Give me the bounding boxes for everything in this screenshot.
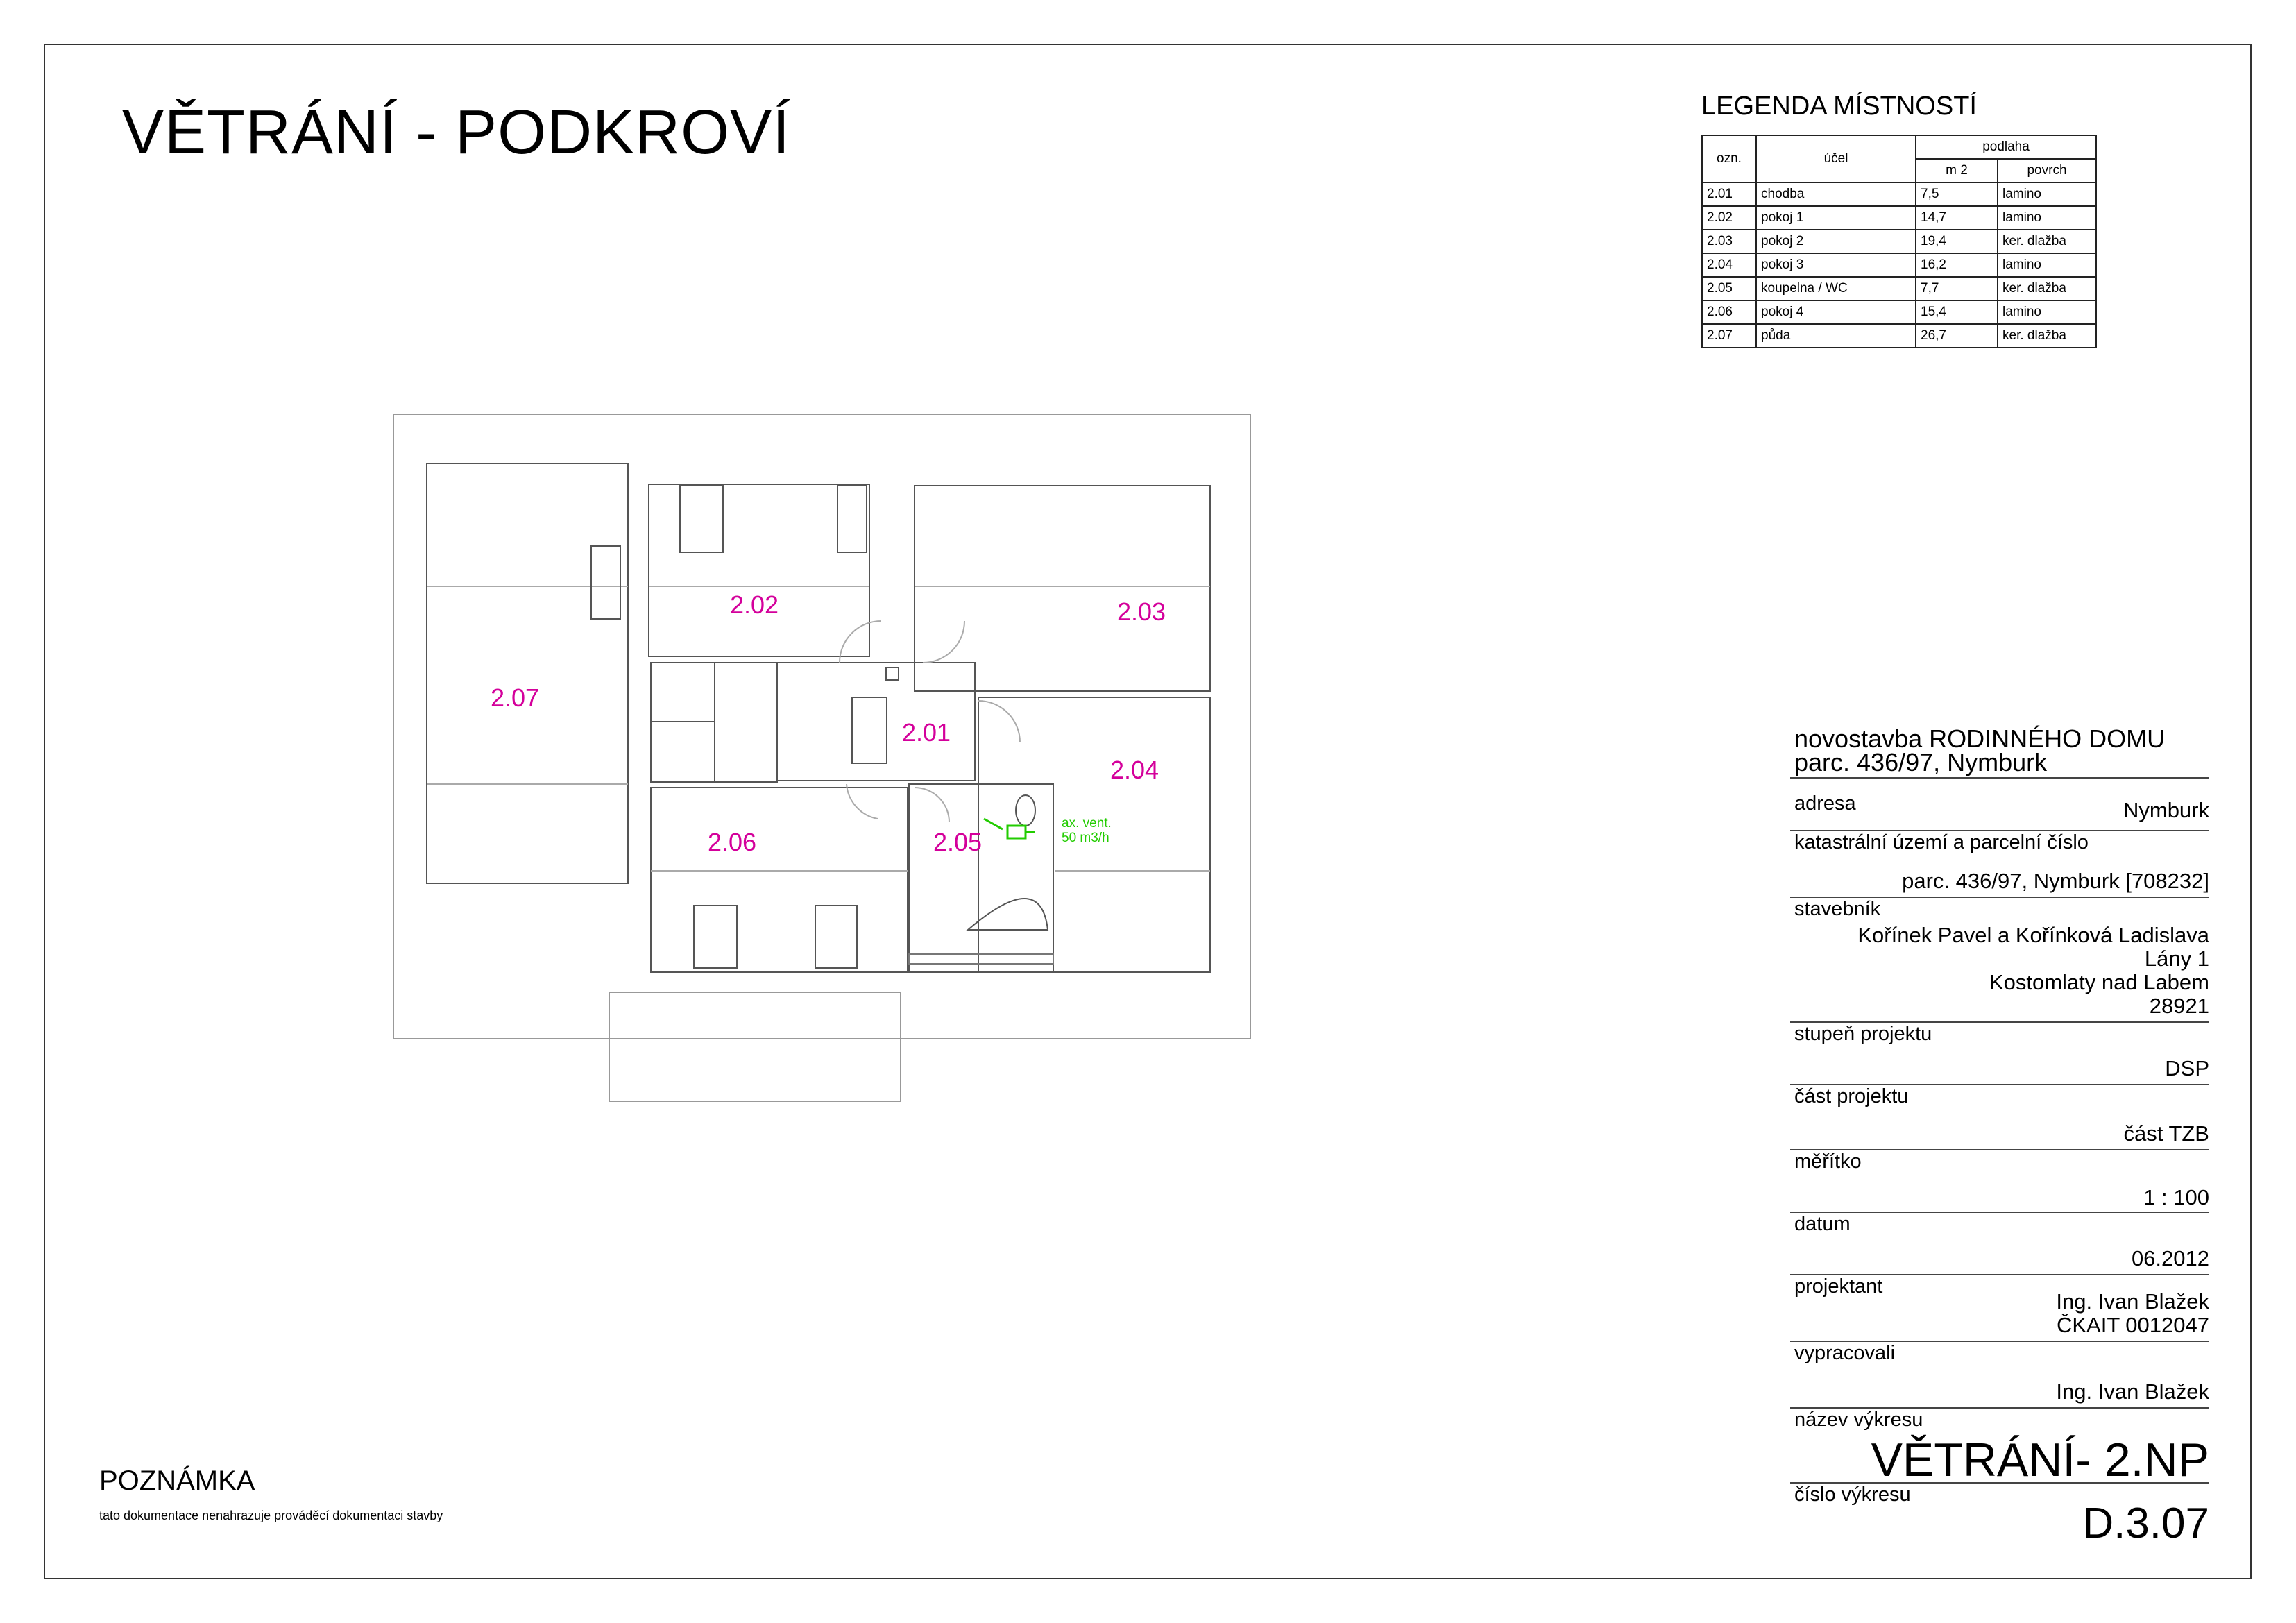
project-title-line1: novostavba RODINNÉHO DOMU [1794, 724, 2166, 753]
roof-window-icon [694, 906, 737, 968]
stage-value: DSP [2165, 1056, 2209, 1080]
builder-line1: Kořínek Pavel a Kořínková Ladislava [1857, 923, 2209, 947]
builder-line2: Lány 1 [2144, 946, 2209, 971]
fan-icon [984, 819, 1035, 838]
drawing-number: D.3.07 [2082, 1499, 2209, 1547]
roof-window-icon [837, 486, 867, 552]
designer-line1: Ing. Ivan Blažek [2056, 1289, 2209, 1314]
legend-title: LEGENDA MÍSTNOSTÍ [1701, 92, 1977, 121]
room-label-2-03: 2.03 [1117, 597, 1166, 626]
legend-code: 2.07 [1702, 324, 1756, 348]
room-label-2-05: 2.05 [933, 828, 983, 856]
legend-header-code: ozn. [1702, 135, 1756, 182]
scale-label: měřítko [1794, 1150, 1862, 1173]
legend-purpose: pokoj 2 [1756, 230, 1916, 253]
prepared-value: Ing. Ivan Blažek [2056, 1379, 2209, 1404]
prepared-label: vypracovali [1794, 1342, 1896, 1364]
table-row [1702, 182, 2096, 206]
address-label: adresa [1794, 792, 1856, 815]
hall-furniture [852, 697, 887, 763]
designer-line2: ČKAIT 0012047 [2056, 1313, 2209, 1337]
legend-header-surface: povrch [1998, 159, 2096, 182]
legend-code: 2.03 [1702, 230, 1756, 253]
toilet-icon [1016, 795, 1035, 826]
legend-area: 14,7 [1916, 206, 1998, 230]
vent-shaft-icon [886, 668, 899, 680]
builder-label: stavebník [1794, 898, 1881, 920]
room-label-2-02: 2.02 [730, 590, 779, 619]
project-title-line2: parc. 436/97, Nymburk [1794, 748, 2048, 776]
legend-purpose: pokoj 3 [1756, 253, 1916, 277]
address-value: Nymburk [2123, 798, 2209, 822]
legend-area: 26,7 [1916, 324, 1998, 348]
drawing-number-label: číslo výkresu [1794, 1484, 1911, 1506]
legend-surface: lamino [1998, 300, 2096, 324]
builder-line4: 28921 [2149, 994, 2209, 1018]
date-label: datum [1794, 1213, 1851, 1235]
room-2-02-outline [649, 484, 869, 656]
cadastre-value: parc. 436/97, Nymburk [708232] [1902, 869, 2209, 893]
part-label: část projektu [1794, 1085, 1909, 1107]
title-block-divider [1790, 777, 2209, 779]
page-title: VĚTRÁNÍ - PODKROVÍ [122, 98, 791, 167]
table-row [1702, 253, 2096, 277]
room-2-06-outline [651, 788, 908, 972]
legend-surface: lamino [1998, 182, 2096, 206]
legend-purpose: půda [1756, 324, 1916, 348]
roof-window-icon [591, 546, 620, 619]
table-row [1702, 206, 2096, 230]
table-row [1702, 230, 2096, 253]
date-value: 06.2012 [2131, 1246, 2209, 1271]
legend-header-area: m 2 [1916, 159, 1998, 182]
room-2-07-outline [427, 464, 628, 883]
legend-surface: lamino [1998, 253, 2096, 277]
legend-code: 2.05 [1702, 277, 1756, 300]
legend-header-floor: podlaha [1916, 135, 2096, 159]
drawing-name: VĚTRÁNÍ- 2.NP [1871, 1434, 2209, 1486]
drawing-name-label: název výkresu [1794, 1409, 1923, 1431]
roof-window-icon [680, 486, 723, 552]
roof-outline [393, 414, 1250, 1039]
room-label-2-06: 2.06 [708, 828, 757, 856]
legend-surface: ker. dlažba [1998, 277, 2096, 300]
legend-area: 7,7 [1916, 277, 1998, 300]
part-value: část TZB [2123, 1121, 2209, 1146]
legend-surface: ker. dlažba [1998, 324, 2096, 348]
title-block-divider [1790, 1212, 2209, 1213]
table-row [1702, 324, 2096, 348]
room-label-2-07: 2.07 [491, 683, 540, 712]
legend-header-purpose: účel [1756, 135, 1916, 182]
room-label-2-04: 2.04 [1110, 756, 1159, 784]
bathtub-icon [968, 899, 1048, 930]
vent-label-line2: 50 m3/h [1062, 831, 1109, 845]
legend-purpose: chodba [1756, 182, 1916, 206]
legend-code: 2.02 [1702, 206, 1756, 230]
legend-surface: lamino [1998, 206, 2096, 230]
project-title [1794, 724, 2166, 776]
floor-plan [389, 409, 1256, 1103]
designer-label: projektant [1794, 1275, 1883, 1298]
legend-surface: ker. dlažba [1998, 230, 2096, 253]
table-row [1702, 300, 2096, 324]
room-label-2-01: 2.01 [902, 718, 951, 747]
builder-line3: Kostomlaty nad Labem [1989, 970, 2209, 994]
note-text: tato dokumentace nenahrazuje prováděcí dokumentaci stavby [99, 1509, 443, 1522]
legend-area: 16,2 [1916, 253, 1998, 277]
legend-purpose: pokoj 4 [1756, 300, 1916, 324]
legend-area: 19,4 [1916, 230, 1998, 253]
note-title: POZNÁMKA [99, 1465, 255, 1496]
scale-value: 1 : 100 [2143, 1185, 2209, 1209]
legend-code: 2.04 [1702, 253, 1756, 277]
vent-label-line1: ax. vent. [1062, 816, 1112, 831]
legend-area: 7,5 [1916, 182, 1998, 206]
cadastre-label: katastrální území a parcelní číslo [1794, 831, 2089, 853]
table-row [1702, 277, 2096, 300]
room-2-03-outline [915, 486, 1210, 691]
legend-purpose: koupelna / WC [1756, 277, 1916, 300]
stage-label: stupeň projektu [1794, 1023, 1932, 1045]
legend-code: 2.06 [1702, 300, 1756, 324]
legend-purpose: pokoj 1 [1756, 206, 1916, 230]
legend-code: 2.01 [1702, 182, 1756, 206]
room-2-05-outline [909, 784, 1053, 972]
balcony-outline [609, 992, 901, 1101]
roof-window-icon [815, 906, 857, 968]
room-legend-table [1701, 135, 2097, 348]
shower-tray [909, 954, 1053, 964]
legend-area: 15,4 [1916, 300, 1998, 324]
